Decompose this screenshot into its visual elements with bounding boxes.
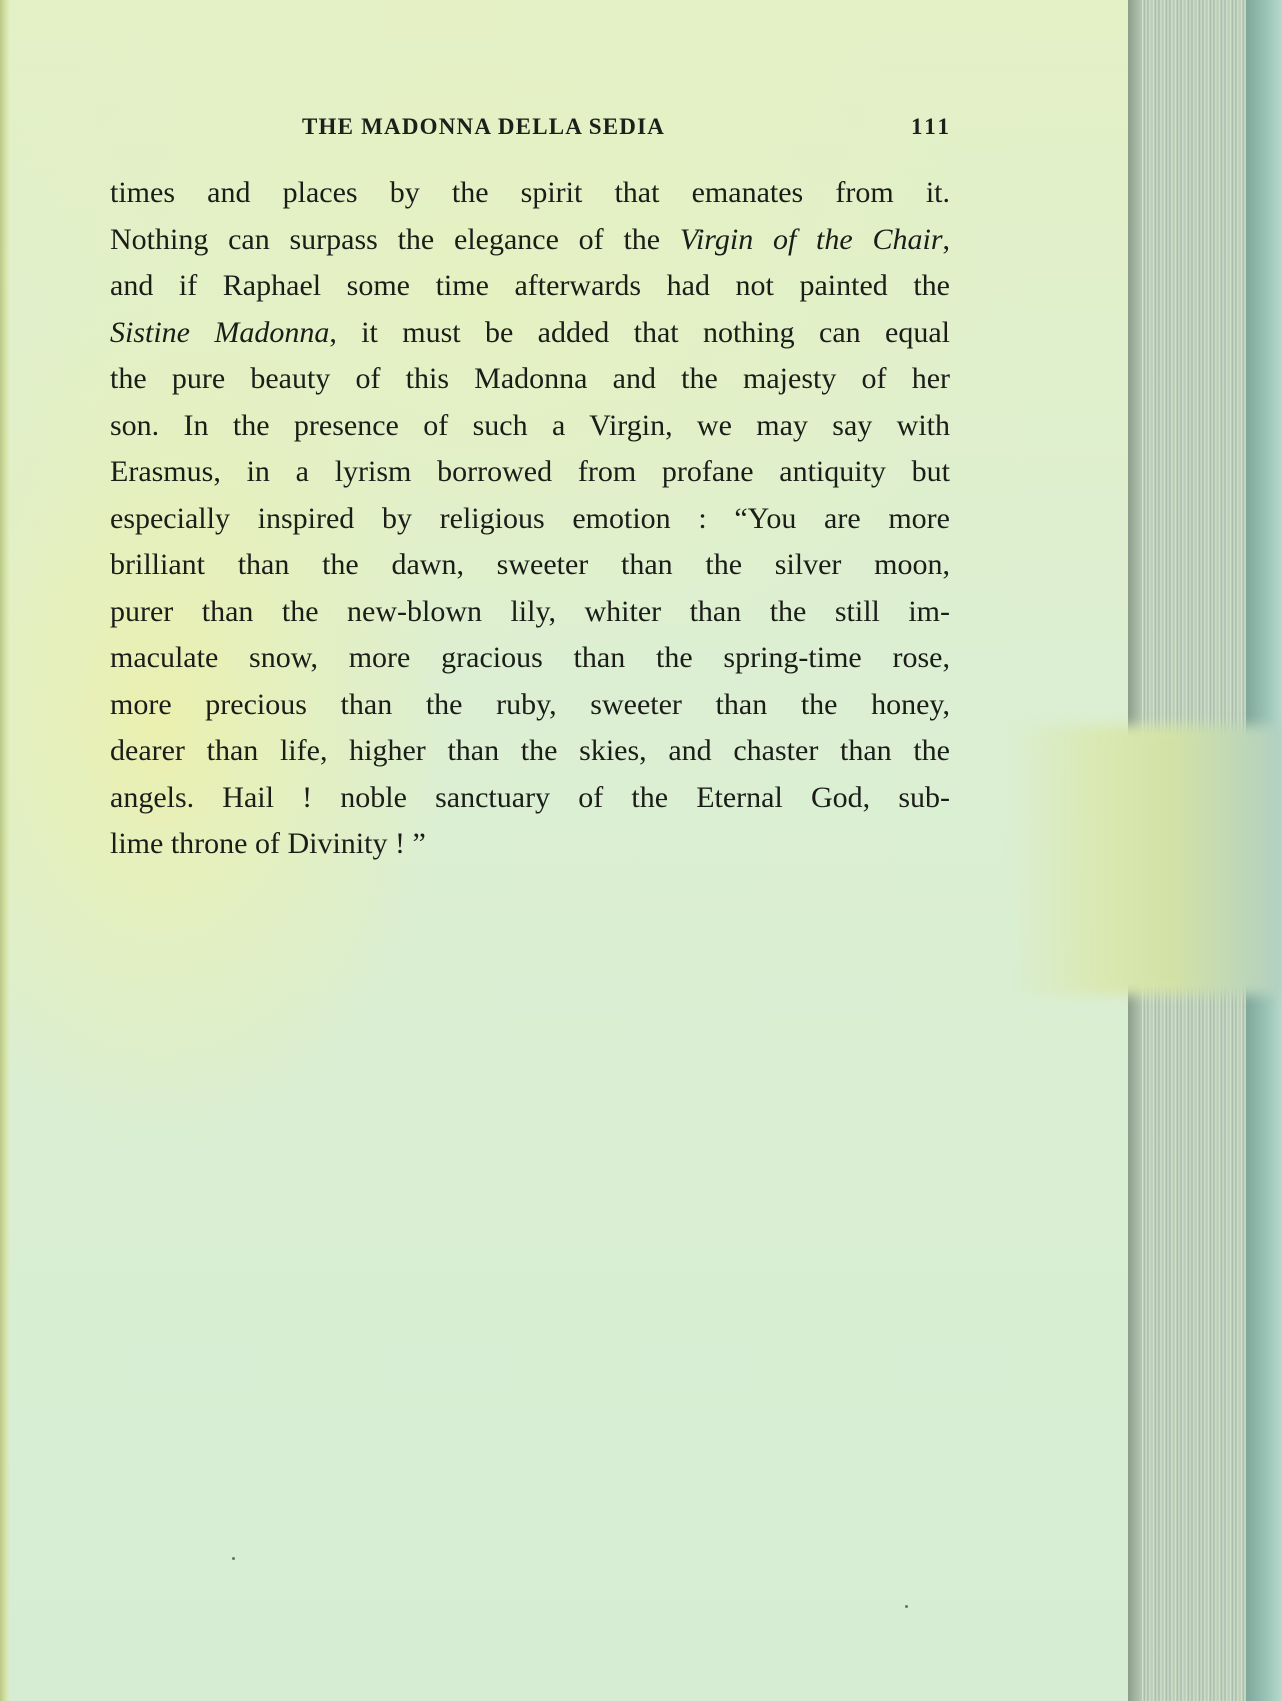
text-run: times and places by the spirit that emanates from it. <box>110 176 950 209</box>
body-text <box>110 170 950 868</box>
text-run: Erasmus, in a lyrism borrowed from profane antiquity but <box>110 455 950 488</box>
text-run: maculate snow, more gracious than the spring-time rose, <box>110 641 950 674</box>
text-line <box>110 496 950 543</box>
text-run: lime throne of Divinity ! ” <box>110 827 426 860</box>
text-line <box>110 589 950 636</box>
text-run: son. In the presence of such a Virgin, we may say with <box>110 408 950 442</box>
text-line <box>110 542 950 589</box>
text-line <box>110 728 950 775</box>
text-run: the pure beauty of this Madonna and the majesty of her <box>110 362 950 395</box>
text-run: more precious than the ruby, sweeter than the honey, <box>110 687 950 721</box>
page-number: 111 <box>911 114 952 139</box>
text-line <box>110 449 950 496</box>
text-run: , <box>942 222 950 256</box>
print-speck <box>905 1605 908 1608</box>
text-run: and if Raphael some time afterwards had not painted the <box>110 269 950 302</box>
text-line <box>110 217 950 264</box>
text-run: dearer than life, higher than the skies, and chaster than the <box>110 734 950 767</box>
page-gutter-shadow <box>0 0 10 1701</box>
text-line <box>110 821 950 868</box>
italic-title: Sistine Madonna <box>110 315 330 349</box>
text-line <box>110 635 950 682</box>
text-line <box>110 356 950 403</box>
running-title: THE MADONNA DELLA SEDIA <box>302 114 666 139</box>
text-run: especially inspired by religious emotion : “You are more <box>110 501 950 535</box>
text-line <box>110 170 950 217</box>
text-line <box>110 775 950 822</box>
text-run: angels. Hail ! noble sanctuary of the Eternal God, sub- <box>110 780 950 814</box>
print-speck <box>232 1557 235 1560</box>
text-run: Nothing can surpass the elegance of the <box>110 222 680 256</box>
text-line <box>110 403 950 450</box>
running-head <box>112 114 952 144</box>
text-run: purer than the new-blown lily, whiter than the still im- <box>110 594 950 628</box>
light-glare <box>1010 725 1282 995</box>
italic-title: Virgin of the Chair <box>679 222 943 256</box>
text-run: brilliant than the dawn, sweeter than the silver moon, <box>110 548 950 581</box>
text-run: , it must be added that nothing can equal <box>329 315 950 349</box>
text-line <box>110 310 950 357</box>
text-line <box>110 263 950 310</box>
text-line <box>110 682 950 729</box>
